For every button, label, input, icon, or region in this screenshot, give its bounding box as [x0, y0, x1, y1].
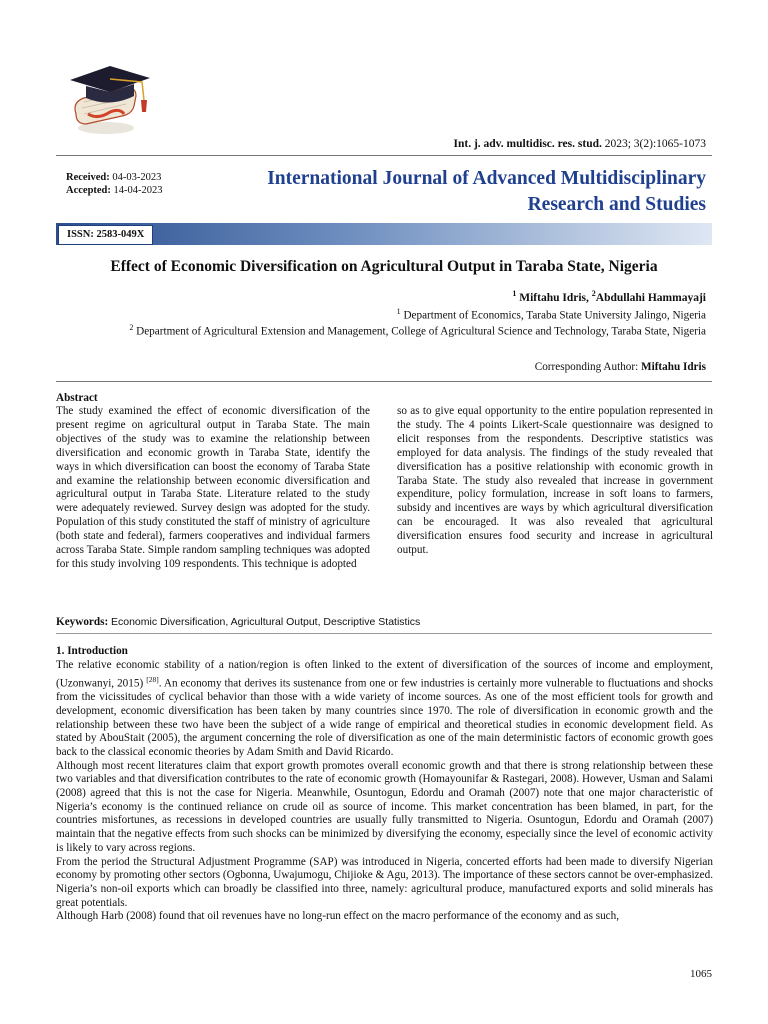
corresponding-name: Miftahu Idris [641, 361, 706, 373]
affil1-text: Department of Economics, Taraba State University Jalingo, Nigeria [403, 309, 706, 322]
journal-title-line1: International Journal of Advanced Multidisciplinary [267, 168, 706, 189]
abstract-heading: Abstract [56, 392, 98, 404]
citation-line [454, 138, 707, 150]
accepted-label: Accepted: [66, 185, 111, 196]
keywords-divider [56, 633, 712, 634]
affil1-sup: 1 [396, 307, 401, 316]
issn-bar [56, 223, 712, 245]
journal-title [186, 166, 706, 218]
section-heading-introduction: 1. Introduction [56, 645, 128, 657]
author1-name: Miftahu Idris, [519, 291, 589, 304]
author2-name: Abdullahi Hammayaji [595, 291, 706, 304]
citation-volume: 2023; 3(2):1065-1073 [604, 138, 706, 150]
paper-title: Effect of Economic Diversification on Agricultural Output in Taraba State, Nigeria [110, 258, 658, 275]
issn-badge: ISSN: 2583-049X [58, 225, 153, 245]
author2-sup: 2 [591, 289, 596, 298]
page-number: 1065 [690, 968, 712, 980]
intro-paragraph-4: Although Harb (2008) found that oil revenues have no long-run effect on the macro performance of the economy and as such, [56, 910, 620, 923]
keywords [56, 616, 712, 628]
author1-sup: 1 [512, 289, 517, 298]
corresponding-author [535, 361, 706, 373]
intro-p1-part2: . An economy that derives its sustenance from one or few industries is certainly more vulnerable to fluctuations and shocks from the vicissitudes of cyclical behavior than those with a wide variety of income sources. As one of the most efficient tools for growth and development, economic diversification has been taken by many countries since 1970. The role of diversification in economic growth and the relationship between these two have been the subject of a wide range of empirical and theoretical studies in economic development field. As stated by AbouStait (2005), the argument concerning the role of diversification as one of the main deterministic factors of economic growth goes back to the classical economic theories by Adam Smith and David Ricardo. [56, 677, 714, 758]
received-label: Received: [66, 172, 110, 183]
abstract-left-column: The study examined the effect of economic diversification of the present regime on agricultural output in Taraba State. The main objectives of the study was to examine the relationship between diversification and economic growth in Taraba State, identify the ways in which diversification can boost the economy of Taraba State and examine the relationship between economic diversification and agricultural output in Taraba State. Literature related to the study were adequately reviewed. Survey design was adopted for the study. Population of this study constituted the staff of ministry of agriculture (both state and federal), farmers cooperatives and individual farmers across Taraba State. Simple random sampling techniques was adopted for this study involving 109 respondents. This technique is adopted [56, 405, 370, 570]
submission-dates [66, 171, 163, 197]
author-line [512, 289, 706, 304]
introduction-body [56, 659, 713, 924]
intro-paragraph-2: Although most recent literatures claim that export growth promotes overall economic growth and that there is strong relationship between these two variables and that diversification contributes to the rate of economic growth (Homayounifar & Rastegari, 2008). However, Usman and Salami (2008) agreed that this is not the case for Nigeria. Meanwhile, Osuntogun, Edordu and Oramah (2007) note that one major characteristic of Nigeria’s economy is the continued reliance on crude oil as source of income. This market concentration has been blamed, in part, for the countries misfortunes, as recessions in developed countries are usually fully transmitted to Nigeria. Osuntogun, Edordu and Oramah (2007) maintain that the negative effects from such shocks can be minimized by diversifying the economy, especially since the level of economic activity is likely to vary across regions. [56, 759, 713, 854]
header-divider [56, 155, 712, 156]
citation-ref[interactable]: [28] [146, 674, 159, 684]
corresponding-label: Corresponding Author: [534, 361, 639, 373]
intro-paragraph-1 [56, 659, 713, 760]
keywords-label: Keywords: [56, 616, 109, 628]
journal-logo-icon [62, 62, 158, 140]
affil2-sup: 2 [129, 323, 134, 332]
abstract-right-column: so as to give equal opportunity to the entire population represented in the study. The 4 points Likert-Scale questionnaire was designed to elicit responses from the respondents. Descriptive statistics was employed for data analysis. The findings of the study revealed that diversification has a positive relationship with economic growth in Taraba State. The study also revealed that increase in government expenditure, policy formulation, increase in soft loans to farmers, subsidy and incentives are ways by which agricultural diversification can be encouraged. It was also revealed that agricultural diversification ensures food security and increase in agricultural output. [397, 405, 713, 557]
keywords-value: Economic Diversification, Agricultural Output, Descriptive Statistics [111, 616, 421, 628]
affiliation-2 [46, 320, 706, 340]
affil2-text: Department of Agricultural Extension and Management, College of Agricultural Science and Technology, Taraba State, Nigeria [136, 325, 706, 338]
intro-p1-part1: The relative economic stability of a nation/region is often linked to the extent of diversification of the sources of income and employment, (Uzonwanyi, 2015) [56, 659, 713, 690]
accepted-date: 14-04-2023 [113, 185, 163, 196]
journal-title-line2: Research and Studies [527, 194, 706, 215]
intro-paragraph-3: From the period the Structural Adjustment Programme (SAP) was introduced in Nigeria, concerted efforts had been made to diversify Nigerian economy by promoting other sectors (Ogbonna, Uwajumogu, Chijioke & Agu, 2013). The importance of these sectors cannot be over-emphasized. Nigeria’s non-oil exports which can broadly be classified into three, namely: agricultural produce, manufactured exports and solid minerals has great potentials. [56, 855, 713, 909]
citation-journal: Int. j. adv. multidisc. res. stud. [453, 138, 602, 150]
abstract-divider [56, 381, 712, 382]
received-date: 04-03-2023 [112, 172, 162, 183]
